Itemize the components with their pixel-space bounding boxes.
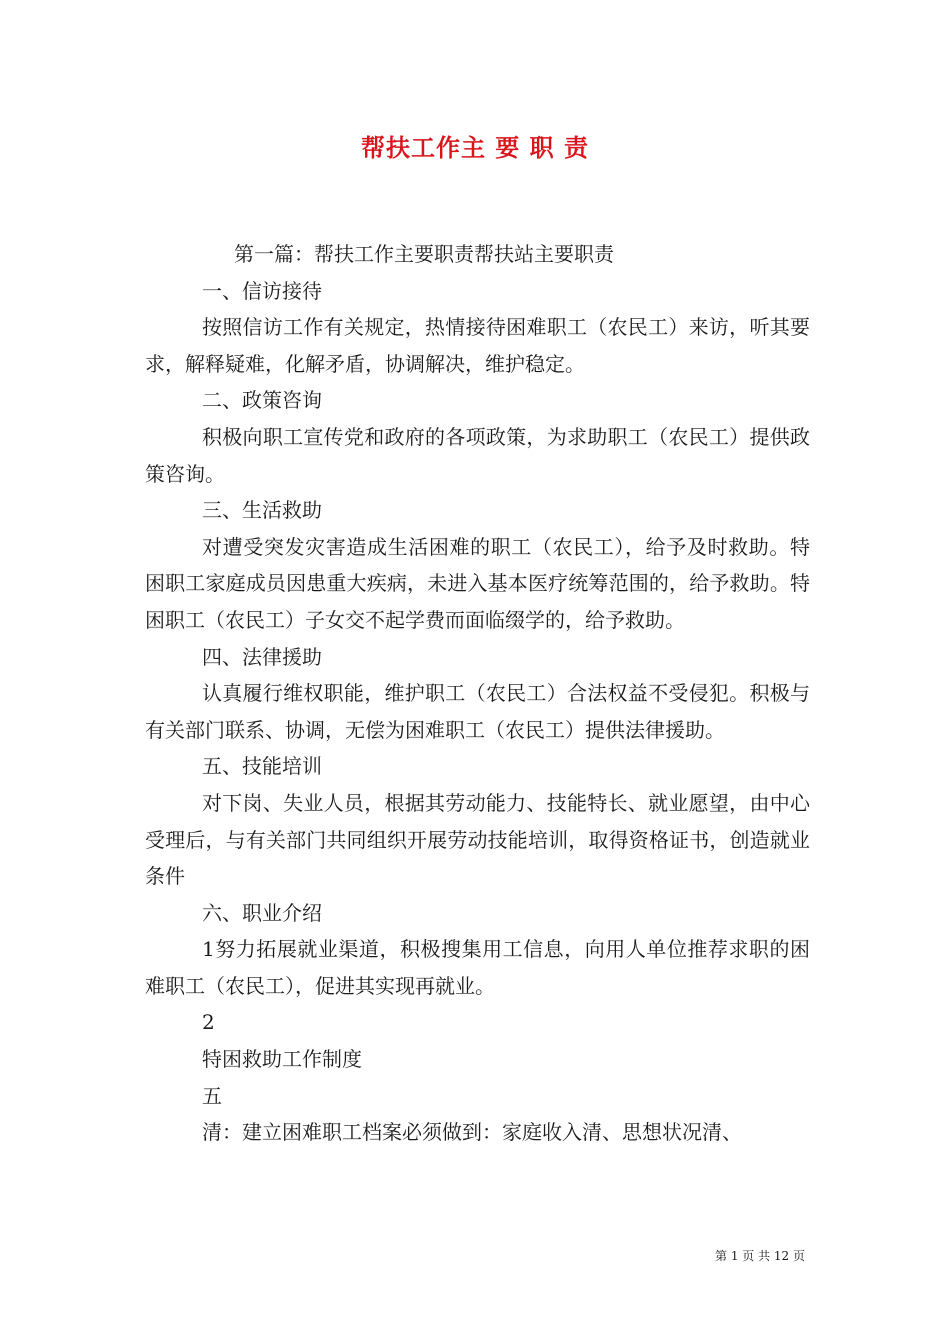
section-heading-5: 五、技能培训 (202, 754, 322, 779)
section-heading-4: 四、法律援助 (202, 644, 322, 669)
section-heading-2: 二、政策咨询 (202, 388, 322, 413)
paragraph-2: 积极向职工宣传党和政府的各项政策，为求助职工（农民工）提供政策咨询。 (145, 424, 810, 486)
page-title: 帮扶工作主 要 职 责 (360, 133, 590, 162)
document-body (145, 236, 810, 1151)
list-number-2: 2 (202, 1010, 215, 1035)
chapter-heading: 第一篇：帮扶工作主要职责帮扶站主要职责 (234, 242, 614, 266)
section-heading-6: 六、职业介绍 (202, 900, 322, 925)
subheading-relief-system: 特困救助工作制度 (202, 1047, 362, 1072)
page-number-footer: 第 1 页 共 12 页 (715, 1249, 805, 1263)
section-heading-1: 一、信访接待 (202, 278, 322, 303)
paragraph-1: 按照信访工作有关规定，热情接待困难职工（农民工）来访，听其要求，解释疑难，化解矛盾，协调解决，维护稳定。 (145, 315, 810, 376)
paragraph-7: 清：建立困难职工档案必须做到：家庭收入清、思想状况清、 (202, 1120, 742, 1145)
section-heading-3: 三、生活救助 (202, 498, 322, 523)
list-marker-five: 五 (202, 1083, 222, 1108)
paragraph-4: 认真履行维权职能，维护职工（农民工）合法权益不受侵犯。积极与有关部门联系、协调，无偿为困难职工（农民工）提供法律援助。 (145, 681, 810, 742)
paragraph-6: 1努力拓展就业渠道，积极搜集用工信息，向用人单位推荐求职的困难职工（农民工），促进其实现再就业。 (145, 937, 810, 998)
paragraph-5: 对下岗、失业人员，根据其劳动能力、技能特长、就业愿望，由中心受理后，与有关部门共同组织开展劳动技能培训，取得资格证书，创造就业条件 (145, 790, 810, 889)
paragraph-3: 对遭受突发灾害造成生活困难的职工（农民工），给予及时救助。特困职工家庭成员因患重大疾病，未进入基本医疗统筹范围的，给予救助。特困职工（农民工）子女交不起学费而面临缀学的，给予救助。 (145, 534, 810, 632)
